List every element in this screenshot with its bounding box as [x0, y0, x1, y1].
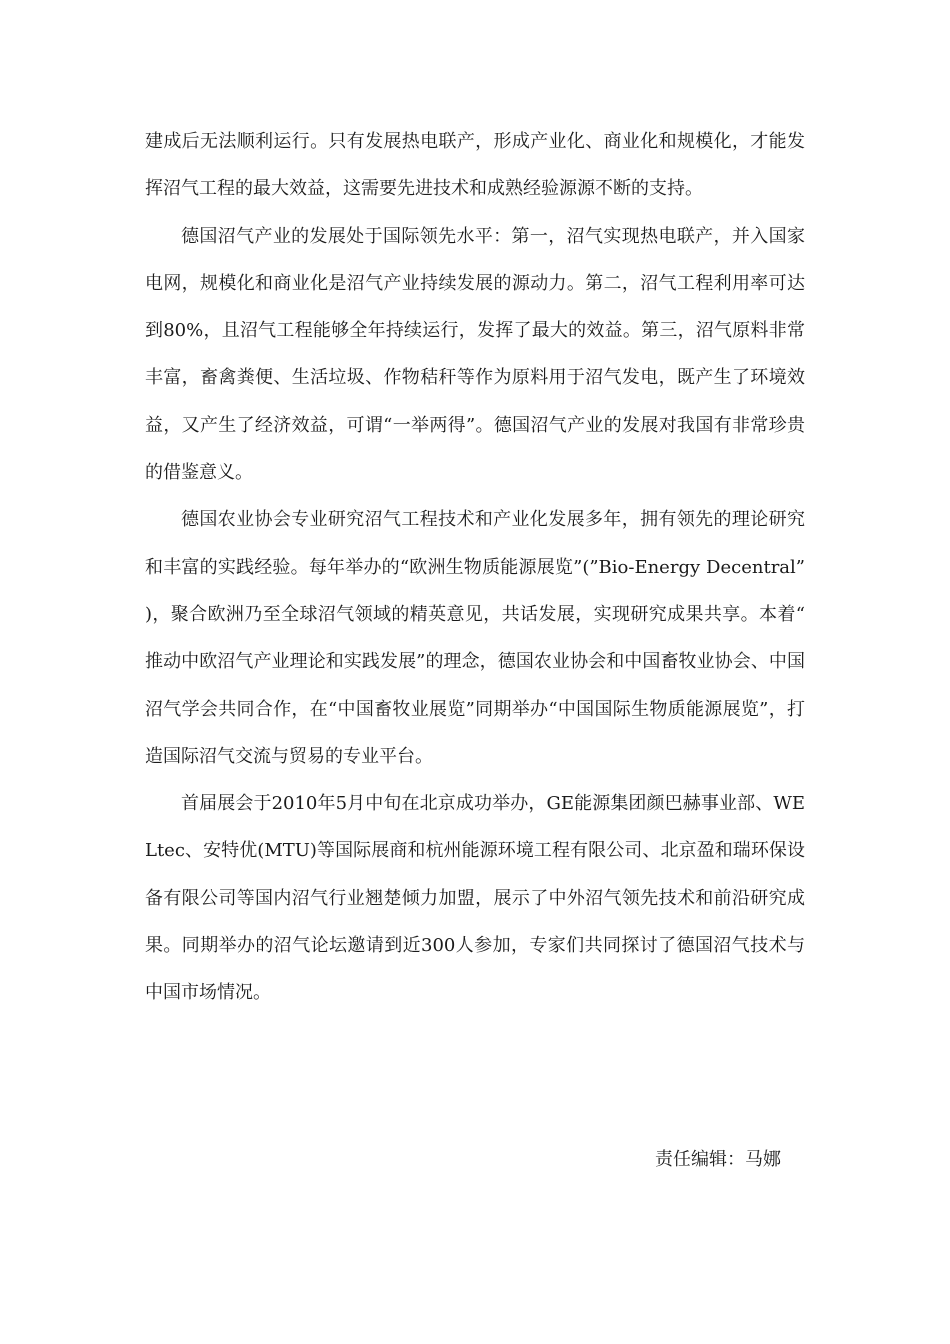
paragraph-german-biogas-industry: 德国沼气产业的发展处于国际领先水平：第一，沼气实现热电联产，并入国家电网，规模化和商业化是沼气产业持续发展的源动力。第二，沼气工程利用率可达到80%，且沼气工程能够全年持续运行，发挥了最大的效益。第三，沼气原料非常丰富，畜禽粪便、生活垃圾、作物秸秆等作为原料用于沼气发电，既产生了环境效益，又产生了经济效益，可谓“一举两得”。德国沼气产业的发展对我国有非常珍贵的借鉴意义。 — [145, 225, 805, 484]
paragraph-continuation: 建成后无法顺利运行。只有发展热电联产，形成产业化、商业化和规模化，才能发挥沼气工程的最大效益，这需要先进技术和成熟经验源源不断的支持。 — [145, 131, 805, 200]
paragraph-dlg-exhibition: 德国农业协会专业研究沼气工程技术和产业化发展多年，拥有领先的理论研究和丰富的实践经验。每年举办的“欧洲生物质能源展览”(”Bio-Energy Decentral”)，聚合欧洲乃至全球沼气领域的精英意见，共话发展，实现研究成果共享。本着“推动中欧沼气产业理论和实践发展”的理念，德国农业协会和中国畜牧业协会、中国沼气学会共同合作，在“中国畜牧业展览”同期举办“中国国际生物质能源展览”，打造国际沼气交流与贸易的专业平台。 — [145, 509, 805, 767]
responsible-editor: 责任编辑：马娜 — [655, 1149, 781, 1170]
article-body — [145, 118, 805, 1017]
paragraph-first-exhibition: 首届展会于2010年5月中旬在北京成功举办，GE能源集团颜巴赫事业部、WELtec、安特优(MTU)等国际展商和杭州能源环境工程有限公司、北京盈和瑞环保设备有限公司等国内沼气行业翘楚倾力加盟，展示了中外沼气领先技术和前沿研究成果。同期举办的沼气论坛邀请到近300人参加，专家们共同探讨了德国沼气技术与中国市场情况。 — [145, 793, 805, 1004]
